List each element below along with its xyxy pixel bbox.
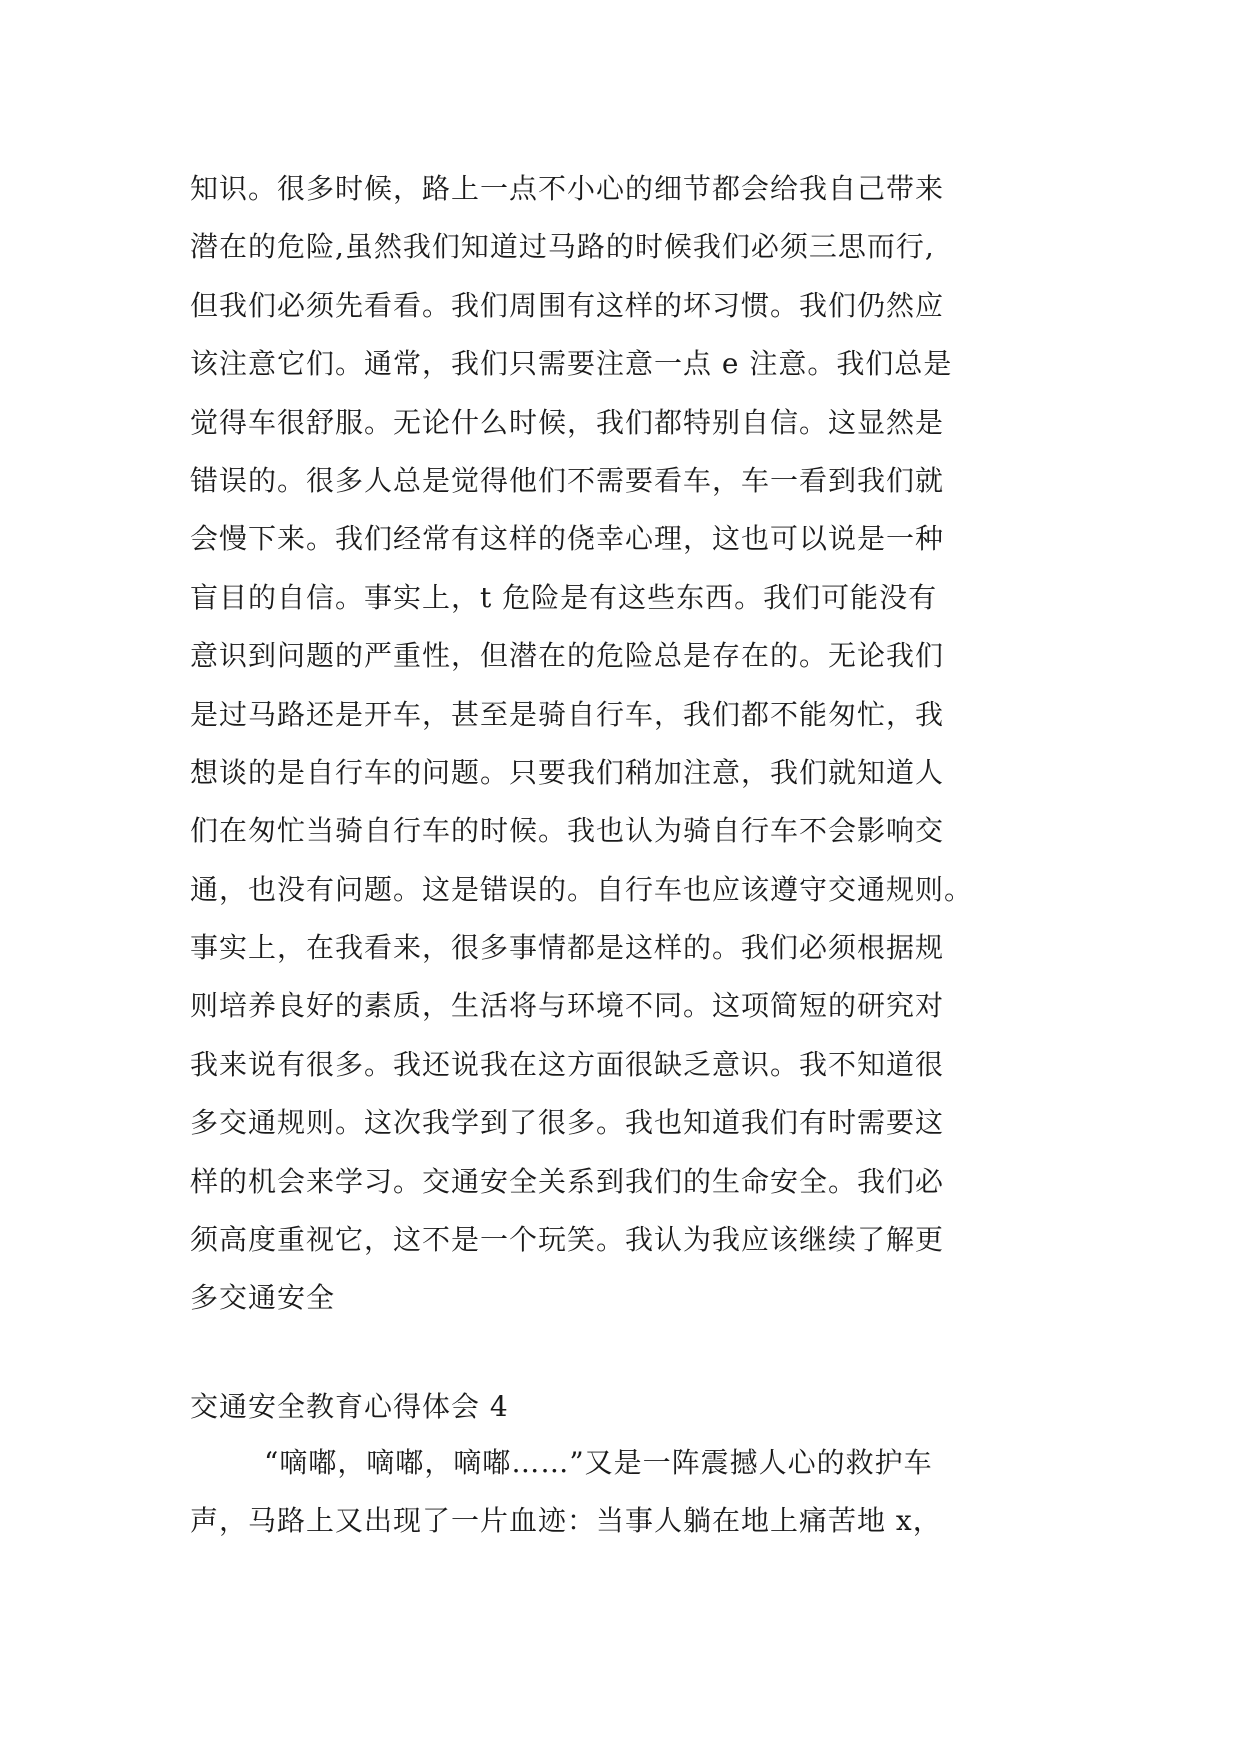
text-line: 是过马路还是开车，甚至是骑自行车，我们都不能匆忙，我 [190, 697, 945, 731]
text-line: 会慢下来。我们经常有这样的侥幸心理，这也可以说是一种 [190, 522, 945, 556]
text-line: 事实上，在我看来，很多事情都是这样的。我们必须根据规 [190, 931, 945, 965]
text-line: 我来说有很多。我还说我在这方面很缺乏意识。我不知道很 [190, 1047, 945, 1081]
text-line: 声，马路上又出现了一片血迹：当事人躺在地上痛苦地 x， [190, 1504, 942, 1538]
text-line: 通，也没有问题。这是错误的。自行车也应该遵守交通规则。 [190, 872, 974, 906]
text-line: 盲目的自信。事实上，t 危险是有这些东西。我们可能没有 [190, 580, 938, 614]
text-line: 该注意它们。通常，我们只需要注意一点 e 注意。我们总是 [190, 347, 953, 381]
text-line: 意识到问题的严重性，但潜在的危险总是存在的。无论我们 [190, 639, 945, 673]
text-line: 但我们必须先看看。我们周围有这样的坏习惯。我们仍然应 [190, 288, 945, 322]
text-line: 知识。很多时候，路上一点不小心的细节都会给我自己带来 [190, 172, 945, 205]
text-line: 须高度重视它，这不是一个玩笑。我认为我应该继续了解更 [190, 1223, 945, 1257]
text-line: 多交通安全 [190, 1281, 336, 1315]
body-paragraph [190, 160, 1070, 1328]
text-line: 潜在的危险,虽然我们知道过马路的时候我们必须三思而行, [190, 230, 935, 264]
text-line: 样的机会来学习。交通安全关系到我们的生命安全。我们必 [190, 1164, 945, 1198]
text-line: 想谈的是自行车的问题。只要我们稍加注意，我们就知道人 [190, 755, 945, 789]
section-paragraph [190, 1434, 1070, 1551]
text-line: 多交通规则。这次我学到了很多。我也知道我们有时需要这 [190, 1106, 945, 1140]
text-line: “嘀嘟，嘀嘟，嘀嘟……”又是一阵震撼人心的救护车 [264, 1446, 933, 1479]
section-heading: 交通安全教育心得体会 4 [190, 1390, 509, 1423]
text-line: 觉得车很舒服。无论什么时候，我们都特别自信。这显然是 [190, 405, 945, 439]
text-line: 们在匆忙当骑自行车的时候。我也认为骑自行车不会影响交 [190, 814, 945, 848]
text-line: 错误的。很多人总是觉得他们不需要看车，车一看到我们就 [190, 463, 945, 497]
text-line: 则培养良好的素质，生活将与环境不同。这项简短的研究对 [190, 989, 945, 1023]
